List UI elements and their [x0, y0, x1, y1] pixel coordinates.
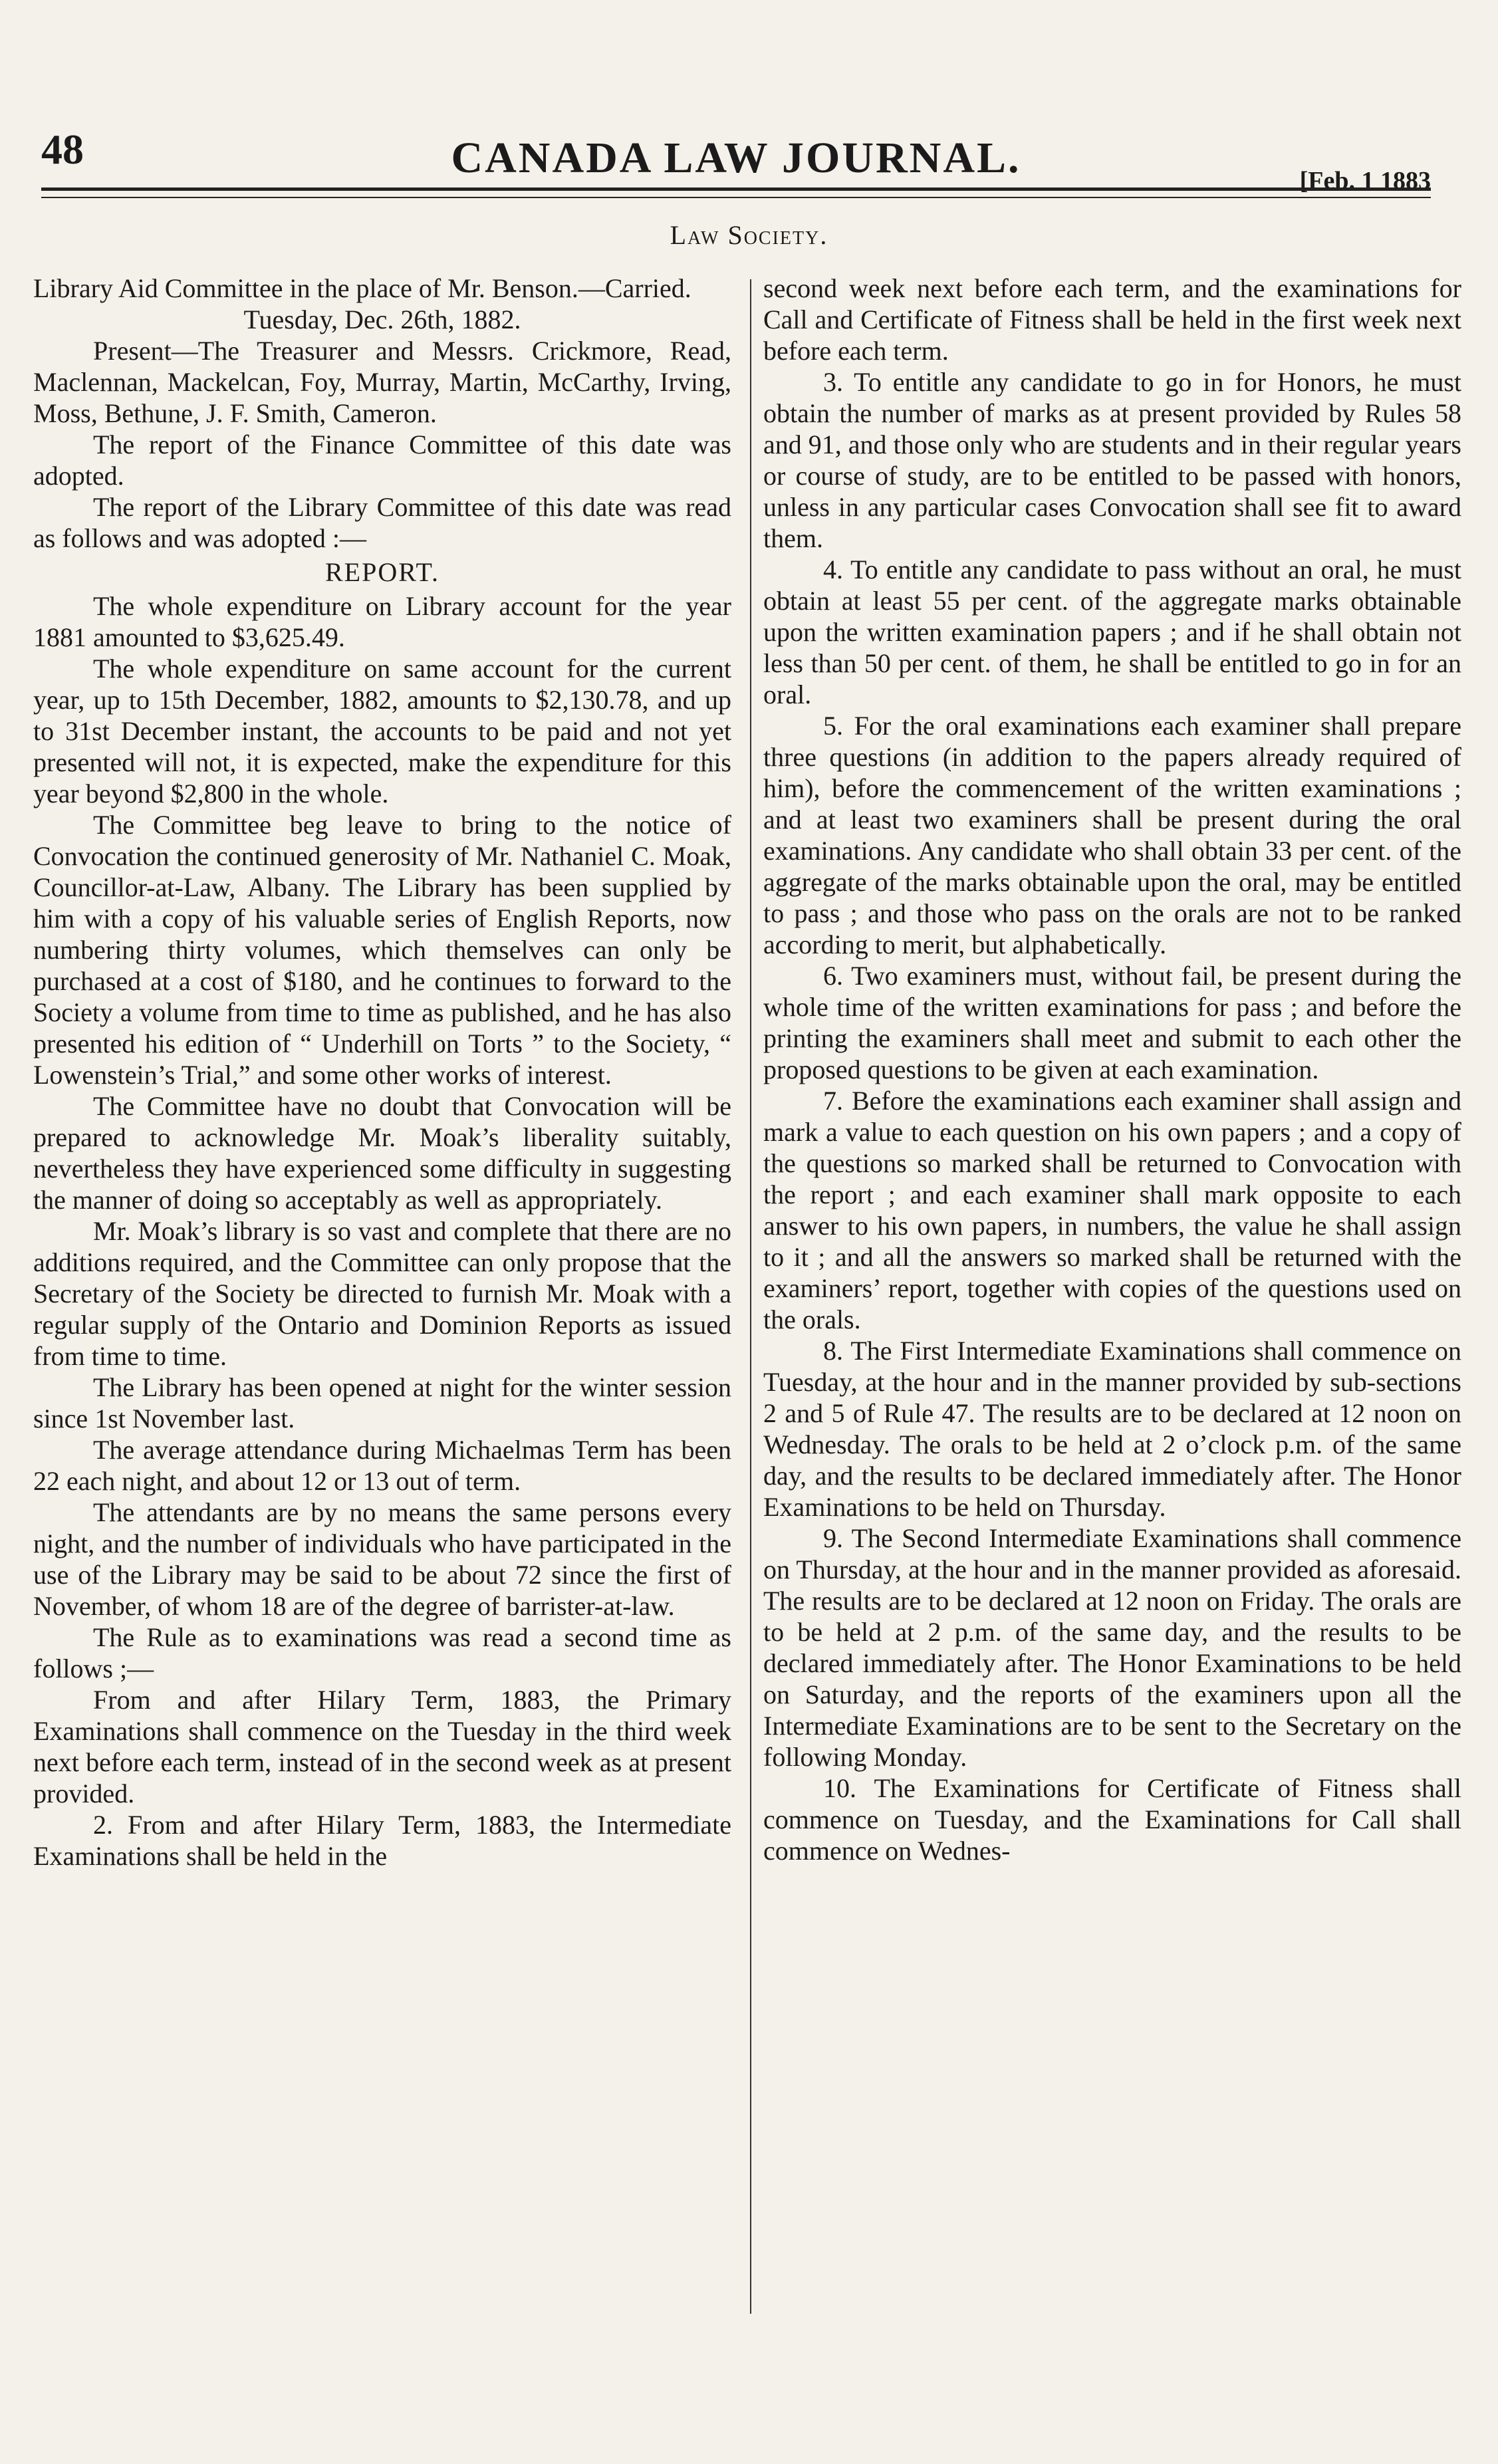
- column-divider: [750, 279, 751, 2314]
- paragraph: 6. Two examiners must, without fail, be present during the whole time of the written examinations for pass ; and before the printing the examiners shall meet and submit to each other the proposed questions to be given at each examination.: [763, 961, 1461, 1084]
- section-label: Law Society.: [670, 220, 828, 250]
- paragraph: The report of the Library Committee of this date was read as follows and was adopted :—: [33, 492, 731, 553]
- left-column: [33, 273, 731, 1872]
- paragraph: The attendants are by no means the same persons every night, and the number of individuals who have participated in the use of the Library may be said to be about 72 since the first of November, of whom 18 are of the degree of barrister-at-law.: [33, 1497, 731, 1621]
- paragraph: From and after Hilary Term, 1883, the Primary Examinations shall commence on the Tuesday in the third week next before each term, instead of in the second week as at present provided.: [33, 1685, 731, 1808]
- header-rule-thin: [41, 197, 1431, 198]
- paragraph: Present—The Treasurer and Messrs. Crickmore, Read, Maclennan, Mackelcan, Foy, Murray, Martin, McCarthy, Irving, Moss, Bethune, J. F. Smith, Cameron.: [33, 336, 731, 428]
- paragraph: The whole expenditure on Library account for the year 1881 amounted to $3,625.49.: [33, 591, 731, 652]
- issue-date: [Feb. 1 1883: [1299, 167, 1431, 195]
- paragraph: Mr. Moak’s library is so vast and complete that there are no additions required, and the Committee can only propose that the Secretary of the Society be directed to furnish Mr. Moak with a regular supply of the Ontario and Dominion Reports as issued from time to time.: [33, 1216, 731, 1371]
- paragraph: 8. The First Intermediate Examinations shall commence on Tuesday, at the hour and in the manner provided by sub-sections 2 and 5 of Rule 47. The results are to be declared at 12 noon on Wednesday. The orals to be held at 2 o’clock p.m. of the same day, and the results to be declared immediately after. The Honor Examinations to be held on Thursday.: [763, 1336, 1461, 1522]
- paragraph: The Committee have no doubt that Convocation will be prepared to acknowledge Mr. Moak’s liberality suitably, nevertheless they have experienced some difficulty in suggesting the manner of doing so acceptably as well as appropriately.: [33, 1091, 731, 1215]
- paragraph: The Rule as to examinations was read a second time as follows ;—: [33, 1622, 731, 1683]
- page-header: [41, 113, 1431, 195]
- paragraph: 10. The Examinations for Certificate of Fitness shall commence on Tuesday, and the Examinations for Call shall commence on Wednes-: [763, 1773, 1461, 1866]
- paragraph: The Committee beg leave to bring to the notice of Convocation the continued generosity of Mr. Nathaniel C. Moak, Councillor-at-Law, Albany. The Library has been supplied by him with a copy of his valuable series of English Reports, now numbering thirty volumes, which themselves can only be purchased at a cost of $180, and he continues to forward to the Society a volume from time to time as published, and he has also presented his edition of “ Underhill on Torts ” to the Society, “ Lowenstein’s Trial,” and some other works of interest.: [33, 810, 731, 1090]
- paragraph: 9. The Second Intermediate Examinations shall commence on Thursday, at the hour and in the manner provided as aforesaid. The results are to be declared at 12 noon on Friday. The orals are to be held at 2 p.m. of the same day, and the results to be declared immediately after. The Honor Examinations to be held on Saturday, and the reports of the examiners upon all the Intermediate Examinations are to be sent to the Secretary on the following Monday.: [763, 1523, 1461, 1772]
- paragraph: second week next before each term, and the examinations for Call and Certificate of Fitness shall be held in the first week next before each term.: [763, 273, 1461, 366]
- header-rule-thick: [41, 187, 1431, 191]
- paragraph: 3. To entitle any candidate to go in for Honors, he must obtain the number of marks as at present provided by Rules 58 and 91, and those only who are students and in their regular years or course of study, are to be entitled to be passed with honors, unless in any particular cases Convocation shall see fit to award them.: [763, 367, 1461, 553]
- paragraph: REPORT.: [325, 557, 439, 587]
- paragraph: 4. To entitle any candidate to pass without an oral, he must obtain at least 55 per cent. of the aggregate marks obtainable upon the written examination papers ; and if he shall obtain not less than 50 per cent. of them, he shall be entitled to go in for an oral.: [763, 554, 1461, 709]
- page-number: 48: [41, 126, 84, 173]
- paragraph: 2. From and after Hilary Term, 1883, the Intermediate Examinations shall be held in the: [33, 1810, 731, 1871]
- paragraph: The average attendance during Michaelmas Term has been 22 each night, and about 12 or 13 out of term.: [33, 1435, 731, 1496]
- paragraph: 7. Before the examinations each examiner shall assign and mark a value to each question on his own papers ; and a copy of the questions so marked shall be returned to Convocation with the report ; and each examiner shall mark opposite to each answer to his own papers, in numbers, the value he shall assign to it ; and all the answers so marked shall be returned with the examiners’ report, together with copies of the questions used on the orals.: [763, 1086, 1461, 1334]
- paragraph: Tuesday, Dec. 26th, 1882.: [243, 305, 521, 334]
- paragraph: Library Aid Committee in the place of Mr. Benson.—Carried.: [33, 273, 691, 303]
- paragraph: The Library has been opened at night for the winter session since 1st November last.: [33, 1372, 731, 1433]
- paragraph: The report of the Finance Committee of this date was adopted.: [33, 430, 731, 491]
- right-column: [763, 273, 1461, 1866]
- paragraph: 5. For the oral examinations each examiner shall prepare three questions (in addition to the papers already required of him), before the commencement of the written examinations ; and at least two examiners shall be present during the oral examinations. Any candidate who shall obtain 33 per cent. of the aggregate of the marks obtainable upon the oral, may be entitled to pass ; and those who pass on the orals are not to be ranked according to merit, but alphabetically.: [763, 711, 1461, 959]
- journal-title: CANADA LAW JOURNAL.: [451, 134, 1021, 182]
- paragraph: The whole expenditure on same account for the current year, up to 15th December, 1882, amounts to $2,130.78, and up to 31st December instant, the accounts to be paid and not yet presented will not, it is expected, make the expenditure for this year beyond $2,800 in the whole.: [33, 654, 731, 808]
